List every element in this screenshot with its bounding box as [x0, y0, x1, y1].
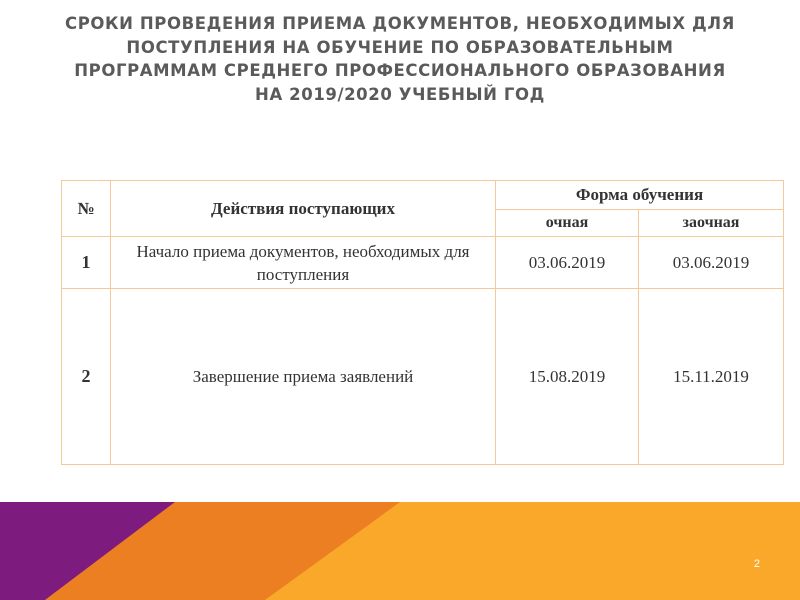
- row-parttime-date: 03.06.2019: [639, 237, 784, 289]
- row-fulltime-date: 03.06.2019: [496, 237, 639, 289]
- admission-schedule-table: [61, 180, 784, 465]
- header-number: №: [62, 181, 111, 237]
- table-row: [62, 289, 784, 465]
- row-fulltime-date: 15.08.2019: [496, 289, 639, 465]
- table-row: [62, 237, 784, 289]
- row-number: 2: [62, 289, 111, 465]
- row-number: 1: [62, 237, 111, 289]
- row-parttime-date: 15.11.2019: [639, 289, 784, 465]
- header-fulltime: очная: [496, 210, 639, 237]
- decorative-footer-band: [0, 502, 800, 600]
- page-number: 2: [753, 558, 760, 570]
- header-parttime: заочная: [639, 210, 784, 237]
- row-action: Начало приема документов, необходимых для поступления: [111, 237, 496, 289]
- slide-title: СРОКИ ПРОВЕДЕНИЯ ПРИЕМА ДОКУМЕНТОВ, НЕОБХОДИМЫХ ДЛЯ ПОСТУПЛЕНИЯ НА ОБУЧЕНИЕ ПО ОБРАЗОВАТЕЛЬНЫМ ПРОГРАММАМ СРЕДНЕГО ПРОФЕССИОНАЛЬНОГО ОБРАЗОВАНИЯ НА 2019/2020 УЧЕБНЫЙ ГОД: [65, 14, 735, 104]
- row-action: Завершение приема заявлений: [111, 289, 496, 465]
- header-actions: Действия поступающих: [111, 181, 496, 237]
- header-study-form: Форма обучения: [496, 181, 784, 210]
- table-header-row: [62, 181, 784, 210]
